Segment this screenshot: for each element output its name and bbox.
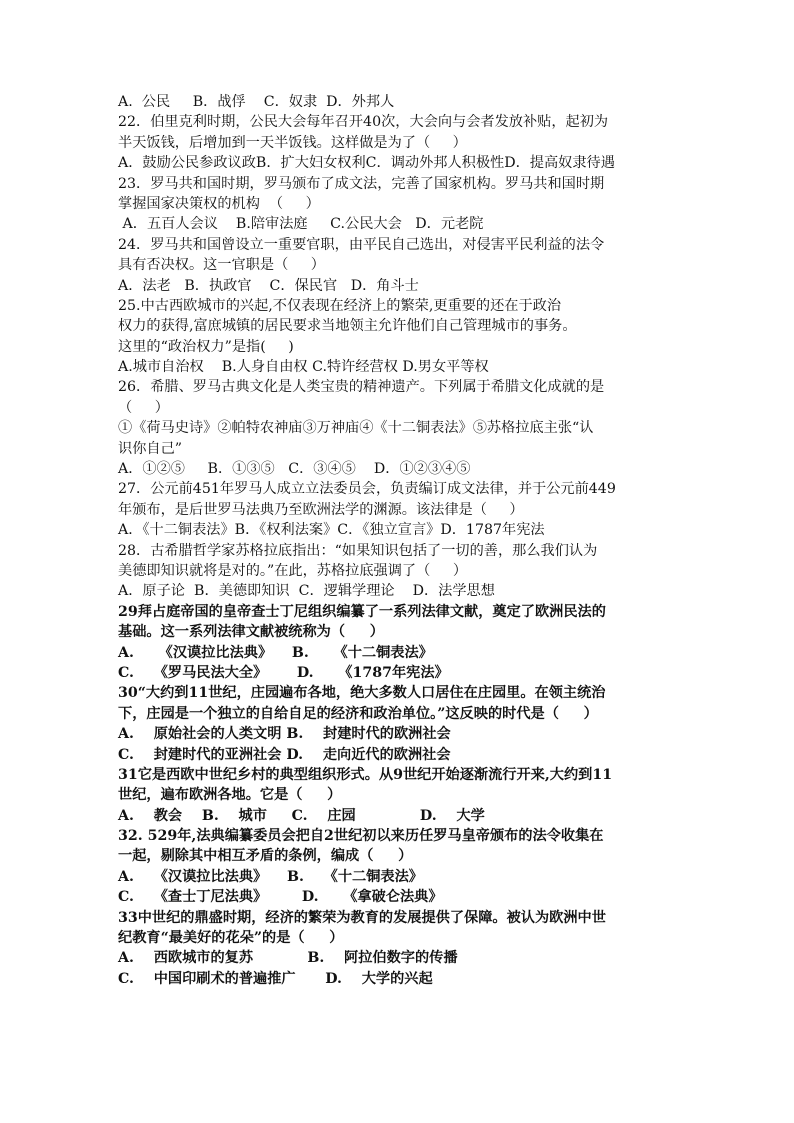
- question-23-options: A．五百人会议 B.陪审法庭 C.公民大会 D．元老院: [118, 216, 484, 233]
- question-32-options-cd: C. 《查士丁尼法典》 D. 《拿破仑法典》: [118, 889, 443, 906]
- question-31-options: A. 教会 B. 城市 C. 庄园 D. 大学: [118, 807, 485, 824]
- question-33-options-cd: C. 中国印刷术的普遍推广 D. 大学的兴起: [118, 970, 433, 987]
- question-24-stem: 24．罗马共和国曾设立一重要官职，由平民自己选出，对侵害平民利益的法令: [118, 236, 605, 253]
- text-line: A. 公民 B．战俘 C．奴隶 D．外邦人: [118, 94, 395, 110]
- question-33-options-ab: A. 西欧城市的复苏 B. 阿拉伯数字的传播: [118, 950, 458, 967]
- question-30-options-cd: C. 封建时代的亚洲社会 D. 走向近代的欧洲社会: [118, 746, 451, 763]
- question-26-options: A．①②⑤ B．①③⑤ C．③④⑤ D．①②③④⑤: [118, 461, 471, 478]
- question-31-stem: 31它是西欧中世纪乡村的典型组织形式。从9世纪开始逐渐流行开来,大约到11: [118, 766, 613, 783]
- question-27-stem: 27．公元前451年罗马人成立立法委员会，负责编订成文法律，并于公元前449: [118, 481, 616, 498]
- question-30-options-ab: A. 原始社会的人类文明 B. 封建时代的欧洲社会: [118, 726, 451, 743]
- question-29-options-cd: C. 《罗马民法大全》 D. 《1787年宪法》: [118, 664, 449, 681]
- text-line: 半天饭钱，后增加到一天半饭钱。这样做是为了（ ）: [118, 134, 467, 151]
- text-line: 下，庄园是一个独立的自给自足的经济和政治单位。”这反映的时代是（ ）: [118, 705, 598, 722]
- text-line: 年颁布，是后世罗马法典乃至欧洲法学的渊源。该法律是（ ）: [118, 501, 524, 518]
- question-32-options-ab: A. 《汉谟拉比法典》 B. 《十二铜表法》: [118, 868, 423, 885]
- text-line: （ ）: [118, 399, 169, 416]
- question-29-options-ab: A. 《汉谟拉比法典》 B. 《十二铜表法》: [118, 644, 433, 661]
- text-line: 这里的“政治权力”是指( ): [118, 338, 294, 355]
- exam-page: [118, 92, 688, 989]
- text-line: 基础。这一系列法律文献被统称为（ ）: [118, 624, 384, 641]
- text-line: 世纪，遍布欧洲各地。它是（ ）: [118, 787, 342, 804]
- question-29-stem: 29拜占庭帝国的皇帝查士丁尼组织编纂了一系列法律文献，奠定了欧洲民法的: [118, 603, 606, 620]
- text-line: 具有否决权。这一官职是（ ）: [118, 257, 325, 274]
- text-line: 掌握国家决策权的机构 （ ）: [118, 195, 320, 212]
- question-30-stem: 30“大约到11世纪，庄园遍布各地，绝大多数人口居住在庄园里。在领主统治: [118, 685, 606, 702]
- question-23-stem: 23．罗马共和国时期，罗马颁布了成文法，完善了国家机构。罗马共和国时期: [118, 175, 605, 192]
- question-24-options: A．法老 B．执政官 C．保民官 D．角斗士: [118, 277, 419, 294]
- text-line: 一起，剔除其中相互矛盾的条例，编成（ ）: [118, 848, 413, 865]
- text-line: 权力的获得,富庶城镇的居民要求当地领主允许他们自己管理城市的事务。: [118, 318, 577, 335]
- question-28-stem: 28．古希腊哲学家苏格拉底指出：“如果知识包括了一切的善，那么我们认为: [118, 542, 598, 559]
- question-25-options: A.城市自治权 B.人身自由权 C.特许经营权 D.男女平等权: [118, 359, 489, 376]
- text-line: ①《荷马史诗》②帕特农神庙③万神庙④《十二铜表法》⑤苏格拉底主张“认: [118, 420, 594, 437]
- question-26-stem: 26．希腊、罗马古典文化是人类宝贵的精神遗产。下列属于希腊文化成就的是: [118, 379, 605, 396]
- question-25-stem: 25.中古西欧城市的兴起,不仅表现在经济上的繁荣,更重要的还在于政治: [118, 297, 562, 314]
- question-27-options: A．《十二铜表法》B．《权利法案》C．《独立宣言》D．1787年宪法: [118, 522, 545, 539]
- text-line: 美德即知识就将是对的。”在此，苏格拉底强调了（ ）: [118, 562, 468, 579]
- question-33-stem: 33中世纪的鼎盛时期，经济的繁荣为教育的发展提供了保障。被认为欧洲中世: [118, 909, 606, 926]
- text-line: 纪教育“最美好的花朵”的是（ ）: [118, 930, 344, 947]
- question-22-stem: 22．伯里克利时期，公民大会每年召开40次，大会向与会者发放补贴，起初为: [118, 114, 609, 131]
- question-32-stem: 32. 529年,法典编纂委员会把自2世纪初以来历任罗马皇帝颁布的法令收集在: [118, 828, 604, 845]
- text-line: 识你自己”: [118, 440, 183, 457]
- question-28-options: A．原子论 B．美德即知识 C．逻辑学理论 D．法学思想: [118, 583, 495, 600]
- question-22-options: A．鼓励公民参政议政B．扩大妇女权利C．调动外邦人积极性D．提高奴隶待遇: [118, 155, 615, 172]
